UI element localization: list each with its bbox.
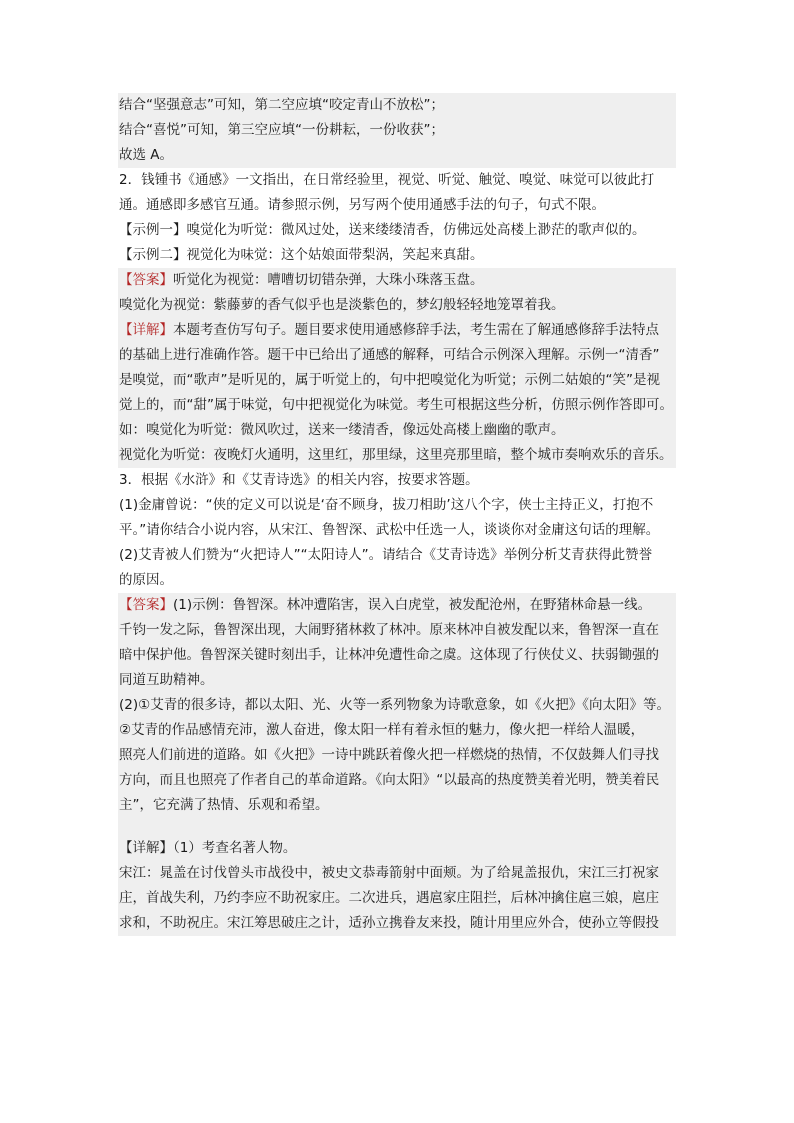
- line-text: 结合“坚强意志”可知，第二空应填“咬定青山不放松”；: [119, 97, 444, 113]
- text-line: [118, 861, 676, 886]
- line-text: 嗅觉化为视觉：紫藤萝的香气似乎也是淡紫色的，梦幻般轻轻地笼罩着我。: [119, 297, 565, 313]
- line-text: 的原因。: [119, 572, 173, 588]
- line-text: （1）考查名著人物。: [173, 840, 297, 856]
- blank-spacer: [118, 818, 676, 836]
- text-line: [118, 393, 676, 418]
- text-line: [118, 543, 676, 568]
- line-text: 求和，不助祝庄。宋江筹思破庄之计，适孙立携眷友来投，随计用里应外合，使孙立等假投: [119, 915, 659, 931]
- section-tag: 【详解】: [119, 322, 173, 338]
- section-tag: 【示例一】: [119, 222, 187, 238]
- text-line: [118, 168, 676, 193]
- text-line: [118, 836, 676, 861]
- line-text: ②艾青的作品感情充沛，激人奋进，像太阳一样有着永恒的魅力，像火把一样给人温暖，: [119, 722, 645, 738]
- text-line: [118, 743, 676, 768]
- text-line: [118, 693, 676, 718]
- line-text: 如：嗅觉化为听觉：微风吹过，送来一缕清香，像远处高楼上幽幽的歌声。: [119, 422, 565, 438]
- line-text: (2)艾青被人们赞为“火把诗人”“太阳诗人”。请结合《艾青诗选》举例分析艾青获得此赞誉: [119, 547, 653, 563]
- line-text: (2)①艾青的很多诗，都以太阳、光、火等一系列物象为诗歌意象，如《火把》《向太阳》等。: [119, 697, 670, 713]
- section-tag: 【示例二】: [119, 247, 187, 263]
- line-text: (1)金庸曾说：“侠的定义可以说是‘奋不顾身，拔刀相助’这八个字，侠士主持正义，打抱不: [119, 497, 654, 513]
- line-text: 千钧一发之际，鲁智深出现，大闹野猪林救了林冲。原来林冲自被发配以来，鲁智深一直在: [119, 622, 659, 638]
- text-line: [118, 718, 676, 743]
- text-line: [118, 468, 676, 493]
- line-text: (1)示例：鲁智深。林冲遭陷害，误入白虎堂，被发配沧州，在野猪林命悬一线。: [173, 597, 652, 613]
- text-line: [118, 618, 676, 643]
- text-line: [118, 318, 676, 343]
- text-line: [118, 886, 676, 911]
- text-line: [118, 911, 676, 936]
- line-text: 庄，首战失利，乃约李应不助祝家庄。二次进兵，遇扈家庄阻拦，后林冲擒住扈三娘，扈庄: [119, 890, 659, 906]
- line-text: 听觉化为视觉：嘈嘈切切错杂弹，大珠小珠落玉盘。: [173, 272, 484, 288]
- text-line: [118, 568, 676, 593]
- line-text: 结合“喜悦”可知，第三空应填“一份耕耘，一份收获”；: [119, 122, 444, 138]
- text-line: [118, 143, 676, 168]
- section-tag: 【答案】: [119, 597, 173, 613]
- text-line: [118, 418, 676, 443]
- text-line: [118, 643, 676, 668]
- line-text: 宋江：晁盖在讨伐曾头市战役中，被史文恭毒箭射中面颊。为了给晁盖报仇，宋江三打祝家: [119, 865, 659, 881]
- text-line: [118, 93, 676, 118]
- line-text: 嗅觉化为听觉：微风过处，送来缕缕清香，仿佛远处高楼上渺茫的歌声似的。: [186, 222, 646, 238]
- line-text: 本题考查仿写句子。题目要求使用通感修辞手法，考生需在了解通感修辞手法特点: [173, 322, 659, 338]
- text-line: [118, 593, 676, 618]
- line-text: 视觉化为听觉：夜晚灯火通明，这里红，那里绿，这里亮那里暗，整个城市奏响欢乐的音乐。: [119, 447, 673, 463]
- section-tag: 【答案】: [119, 272, 173, 288]
- section-tag: 【详解】: [119, 840, 173, 856]
- line-text: 照亮人们前进的道路。如《火把》一诗中跳跃着像火把一样燃烧的热情，不仅鼓舞人们寻找: [119, 747, 659, 763]
- line-text: 视觉化为味觉：这个姑娘面带梨涡，笑起来真甜。: [186, 247, 484, 263]
- text-line: [118, 343, 676, 368]
- text-line: [118, 218, 676, 243]
- text-line: [118, 518, 676, 543]
- text-line: [118, 493, 676, 518]
- line-text: 的基础上进行准确作答。题干中已给出了通感的解释，可结合示例深入理解。示例一“清香”: [119, 347, 660, 363]
- line-text: 同道互助精神。: [119, 672, 214, 688]
- line-text: 是嗅觉，而“歌声”是听见的，属于听觉上的，句中把嗅觉化为听觉；示例二姑娘的“笑”是视: [119, 372, 660, 388]
- text-line: [118, 793, 676, 818]
- line-text: 主”，它充满了热情、乐观和希望。: [119, 797, 329, 813]
- line-text: 2．钱锺书《通感》一文指出，在日常经验里，视觉、听觉、触觉、嗅觉、味觉可以彼此打: [119, 172, 655, 188]
- line-text: 通。通感即多感官互通。请参照示例，另写两个使用通感手法的句子，句式不限。: [119, 197, 605, 213]
- line-text: 平。”请你结合小说内容，从宋江、鲁智深、武松中任选一人，谈谈你对金庸这句话的理解。: [119, 522, 660, 538]
- text-line: [118, 768, 676, 793]
- text-line: [118, 368, 676, 393]
- text-line: [118, 243, 676, 268]
- text-line: [118, 293, 676, 318]
- text-line: [118, 118, 676, 143]
- line-text: 故选 A。: [119, 147, 174, 163]
- text-line: [118, 268, 676, 293]
- text-line: [118, 193, 676, 218]
- line-text: 暗中保护他。鲁智深关键时刻出手，让林冲免遭性命之虞。这体现了行侠仗义、扶弱锄强的: [119, 647, 659, 663]
- document-page: [118, 93, 676, 936]
- text-line: [118, 668, 676, 693]
- line-text: 方向，而且也照亮了作者自己的革命道路。《向太阳》“以最高的热度赞美着光明，赞美着民: [119, 772, 660, 788]
- text-line: [118, 443, 676, 468]
- line-text: 3．根据《水浒》和《艾青诗选》的相关内容，按要求答题。: [119, 472, 479, 488]
- line-text: 觉上的，而“甜”属于味觉，句中把视觉化为味觉。考生可根据这些分析，仿照示例作答即可。: [119, 397, 673, 413]
